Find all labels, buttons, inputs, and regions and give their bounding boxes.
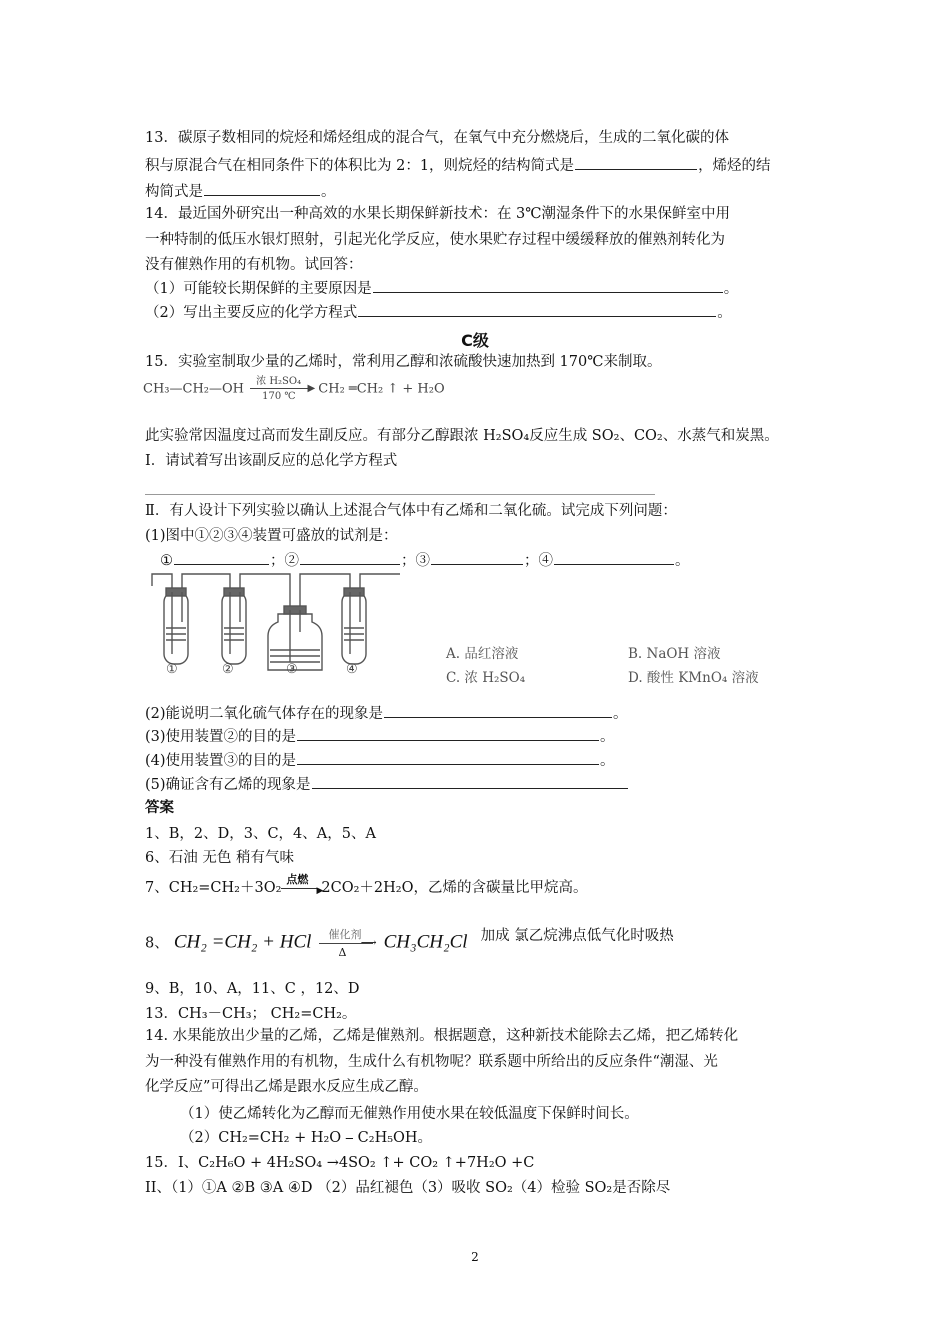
answer-blank[interactable] (297, 750, 599, 765)
q15-sub4 (145, 750, 615, 771)
q14-line1: 14．最近国外研究出一种高效的水果长期保鲜新技术：在 3℃潮湿条件下的水果保鲜室中用 (145, 206, 731, 222)
a7-arrow: 点燃 ▶ (281, 878, 321, 898)
q15-text: (4)使用装置③的目的是 (145, 753, 297, 769)
q15-text: (5)确证含有乙烯的现象是 (145, 777, 311, 793)
answer-blank[interactable] (373, 278, 723, 293)
a8-rhs: CH₃CH₂Cl (383, 931, 468, 953)
answer-blank[interactable] (431, 550, 523, 565)
answer-14-sub2: （2）CH₂=CH₂ + H₂O ⎯ C₂H₅OH。 (180, 1130, 433, 1146)
option-d: D. 酸性 KMnO₄ 溶液 (628, 670, 759, 686)
answer-9-12: 9、B，10、A，11、C ，12、D (145, 981, 360, 997)
label-1: ① (166, 662, 178, 677)
answer-blank[interactable] (358, 302, 716, 317)
q13-text: 积与原混合气在相同条件下的体积比为 2：1，则烷烃的结构简式是 (145, 158, 575, 174)
section-heading: C级 (461, 331, 489, 350)
answer-15-line1: 15．I、C₂H₆O + 4H₂SO₄ →4SO₂ ↑+ CO₂ ↑+7H₂O +C (145, 1155, 535, 1171)
blank-label: ① (160, 553, 173, 569)
eq-arrow: 浓 H₂SO₄ ▶ 170 ℃ (250, 374, 312, 404)
a7-condition: 点燃 (286, 873, 309, 886)
q15-text: 。 (613, 706, 628, 722)
answer-6: 6、石油 无色 稍有气味 (145, 850, 294, 866)
q15-sub1: (1)图中①②③④装置可盛放的试剂是： (145, 528, 398, 544)
q15-sub5 (145, 774, 629, 795)
eq-condition-above: 浓 H₂SO₄ (256, 376, 302, 387)
answer-8 (145, 926, 674, 960)
page-number: 2 (471, 1250, 479, 1264)
q15-text: 。 (600, 753, 615, 769)
answer-line[interactable] (145, 494, 655, 495)
apparatus-diagram (150, 562, 410, 690)
a8-catalyst: 催化剂 (328, 928, 362, 941)
q14-line2: 一种特制的低压水银灯照射，引起光化学反应，使水果贮存过程中缓缓释放的催熟剂转化为 (145, 232, 725, 248)
a7-lhs: 7、CH₂=CH₂＋3O₂ (145, 880, 282, 896)
answer-blank[interactable] (297, 726, 599, 741)
a8-note: 加成 氯乙烷沸点低气化时吸热 (480, 927, 674, 944)
eq-left: CH₃—CH₂—OH (143, 381, 244, 397)
q15-text: (2)能说明二氧化硫气体存在的现象是 (145, 706, 384, 722)
blank-label: ；② (270, 553, 299, 569)
answer-blank[interactable] (204, 181, 320, 196)
eq-condition-below: 170 ℃ (262, 391, 296, 402)
answer-14-line2: 为一种没有催熟作用的有机物，生成什么有机物呢？联系题中所给出的反应条件“潮湿、光 (145, 1054, 718, 1070)
a7-rhs: 2CO₂＋2H₂O，乙烯的含碳量比甲烷高。 (321, 880, 588, 896)
answer-13: 13．CH₃－CH₃； CH₂=CH₂。 (145, 1006, 357, 1022)
answer-14-sub1: （1）使乙烯转化为乙醇而无催熟作用使水果在较低温度下保鲜时间长。 (180, 1106, 639, 1122)
a8-arrow: 催化剂 ⟶ Δ (317, 926, 379, 960)
q13-line3 (145, 181, 336, 202)
answer-blank[interactable] (554, 550, 674, 565)
q13-text: ，烯烃的结 (698, 158, 771, 174)
q15-equation (143, 374, 445, 404)
option-b: B. NaOH 溶液 (628, 646, 721, 662)
label-2: ② (222, 662, 234, 677)
q14-text: （1）可能较长期保鲜的主要原因是 (145, 281, 372, 297)
q15-text: (3)使用装置②的目的是 (145, 729, 297, 745)
q14-text: 。 (723, 281, 739, 297)
q13-text: 。 (321, 184, 336, 200)
q14-line3: 没有催熟作用的有机物。试回答： (145, 257, 363, 273)
answer-blank[interactable] (384, 703, 612, 718)
blank-label: 。 (675, 553, 690, 569)
a8-lhs: CH₂ =CH₂ + HCl (173, 931, 312, 953)
q15-line1: 15．实验室制取少量的乙烯时，常利用乙醇和浓硫酸快速加热到 170℃来制取。 (145, 354, 662, 370)
answer-15-line2: II、（1）①A ②B ③A ④D （2）品红褪色（3）吸收 SO₂（4）检验 SO₂是否除尽 (145, 1180, 671, 1196)
q15-text: 。 (600, 729, 615, 745)
q15-sub3 (145, 726, 615, 747)
answer-14-line3: 化学反应”可得出乙烯是跟水反应生成乙醇。 (145, 1079, 428, 1095)
q15-part2: Ⅱ．有人设计下列实验以确认上述混合气体中有乙烯和二氧化硫。试完成下列问题： (145, 503, 677, 519)
q15-part1: Ⅰ．请试着写出该副反应的总化学方程式 (145, 453, 398, 469)
q14-sub1 (145, 278, 738, 299)
q13-text: 构简式是 (145, 184, 203, 200)
blank-label: ；③ (401, 553, 430, 569)
q15-line2: 此实验常因温度过高而发生副反应。有部分乙醇跟浓 H₂SO₄反应生成 SO₂、CO₂、水蒸气和炭黑。 (145, 428, 779, 444)
answer-blank[interactable] (575, 155, 697, 170)
q13-line1: 13．碳原子数相同的烷烃和烯烃组成的混合气，在氧气中充分燃烧后，生成的二氧化碳的体 (145, 130, 729, 146)
option-a: A. 品红溶液 (446, 646, 519, 662)
answers-title: 答案 (145, 800, 174, 816)
eq-right: CH₂ ═CH₂ ↑ + H₂O (318, 381, 445, 397)
blank-label: ；④ (524, 553, 553, 569)
label-4: ④ (346, 662, 358, 677)
label-3: ③ (286, 662, 298, 677)
apparatus-labels (158, 662, 398, 680)
q15-sub2 (145, 703, 628, 724)
option-c: C. 浓 H₂SO₄ (446, 670, 526, 686)
answer-7 (145, 873, 588, 898)
a8-heat: Δ (338, 946, 347, 959)
q13-line2 (145, 155, 771, 176)
a8-num: 8、 (145, 935, 169, 952)
answer-1-5: 1、B，2、D，3、C，4、A，5、A (145, 826, 376, 842)
q14-text: 。 (717, 305, 732, 321)
q14-sub2 (145, 302, 732, 323)
answer-blank[interactable] (312, 774, 628, 789)
answer-14-line1: 14. 水果能放出少量的乙烯，乙烯是催熟剂。根据题意，这种新技术能除去乙烯，把乙烯转化 (145, 1028, 739, 1044)
q14-text: （2）写出主要反应的化学方程式 (145, 305, 358, 321)
